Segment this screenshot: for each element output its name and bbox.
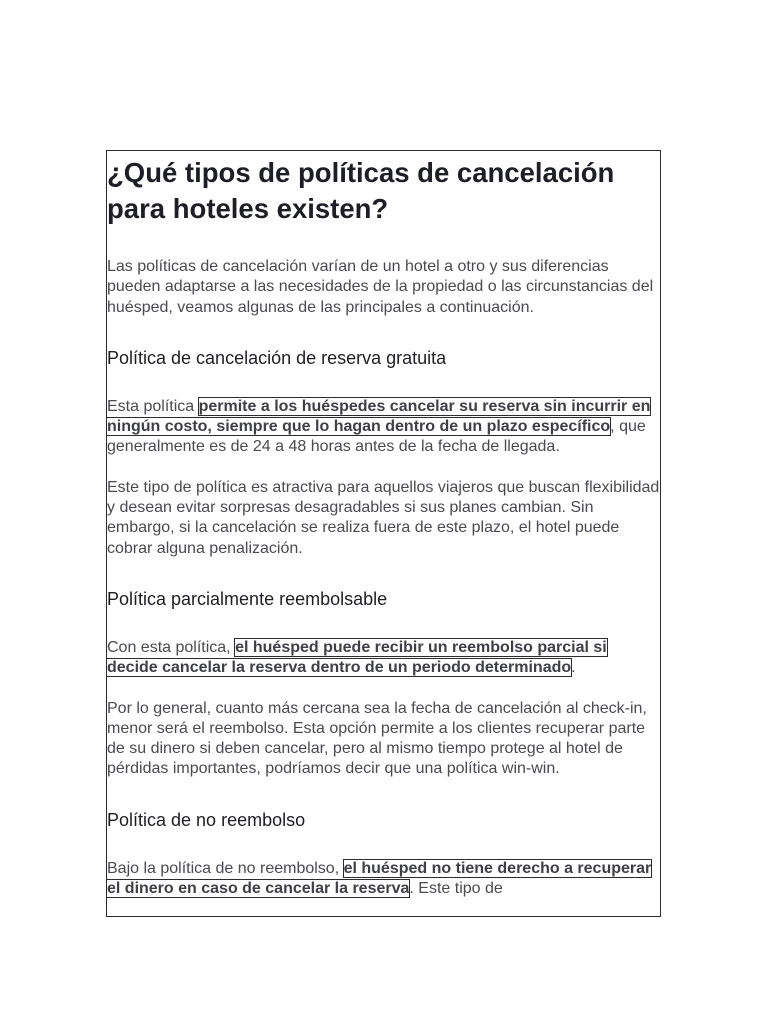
section-heading-no-refund: Política de no reembolso xyxy=(107,809,306,830)
intro-paragraph: Las políticas de cancelación varían de un hotel a otro y sus diferencias pueden adaptarse a las necesidades de la propiedad o las circunstancias del huésped, veamos algunas de las principales a continuación. xyxy=(107,258,654,316)
section-free-cancellation-paragraph-2: Este tipo de política es atractiva para aquellos viajeros que buscan flexibilidad y desean evitar sorpresas desagradables si sus planes cambian. Sin embargo, si la cancelación se realiza fuera de este plazo, el hotel puede cobrar alguna penalización. xyxy=(107,478,660,557)
paragraph-text: , que generalmente es de 24 a 48 horas antes de la fecha de llegada. xyxy=(107,418,646,456)
highlighted-text: el huésped no tiene derecho a recuperar el dinero en caso de cancelar la reserva xyxy=(107,859,652,898)
section-partial-refund-paragraph-1 xyxy=(107,638,660,679)
paragraph-text: Bajo la política de no reembolso, xyxy=(107,859,344,877)
section-heading-free-cancellation: Política de cancelación de reserva gratuita xyxy=(107,347,447,368)
document-frame xyxy=(106,150,661,917)
section-no-refund-paragraph-1 xyxy=(107,859,660,900)
page-title: ¿Qué tipos de políticas de cancelación para hoteles existen? xyxy=(107,157,615,224)
paragraph-text: . Este tipo de xyxy=(409,880,503,898)
highlighted-text: permite a los huéspedes cancelar su reserva sin incurrir en ningún costo, siempre que lo hagan dentro de un plazo específico xyxy=(107,397,651,436)
section-heading-partial-refund: Política parcialmente reembolsable xyxy=(107,588,388,609)
section-free-cancellation-paragraph-1 xyxy=(107,397,660,458)
paragraph-text: Esta política xyxy=(107,397,199,415)
section-partial-refund-paragraph-2: Por lo general, cuanto más cercana sea la fecha de cancelación al check-in, menor será el reembolso. Esta opción permite a los clientes recuperar parte de su dinero si deben cancelar, pero al mismo tiempo protege al hotel de pérdidas importantes, podríamos decir que una política win-win. xyxy=(107,699,647,778)
highlighted-text: el huésped puede recibir un reembolso parcial si decide cancelar la reserva dentro de un periodo determinado xyxy=(107,638,607,677)
document-content xyxy=(107,155,660,899)
paragraph-text: Con esta política, xyxy=(107,638,236,656)
paragraph-text: . xyxy=(571,659,576,677)
